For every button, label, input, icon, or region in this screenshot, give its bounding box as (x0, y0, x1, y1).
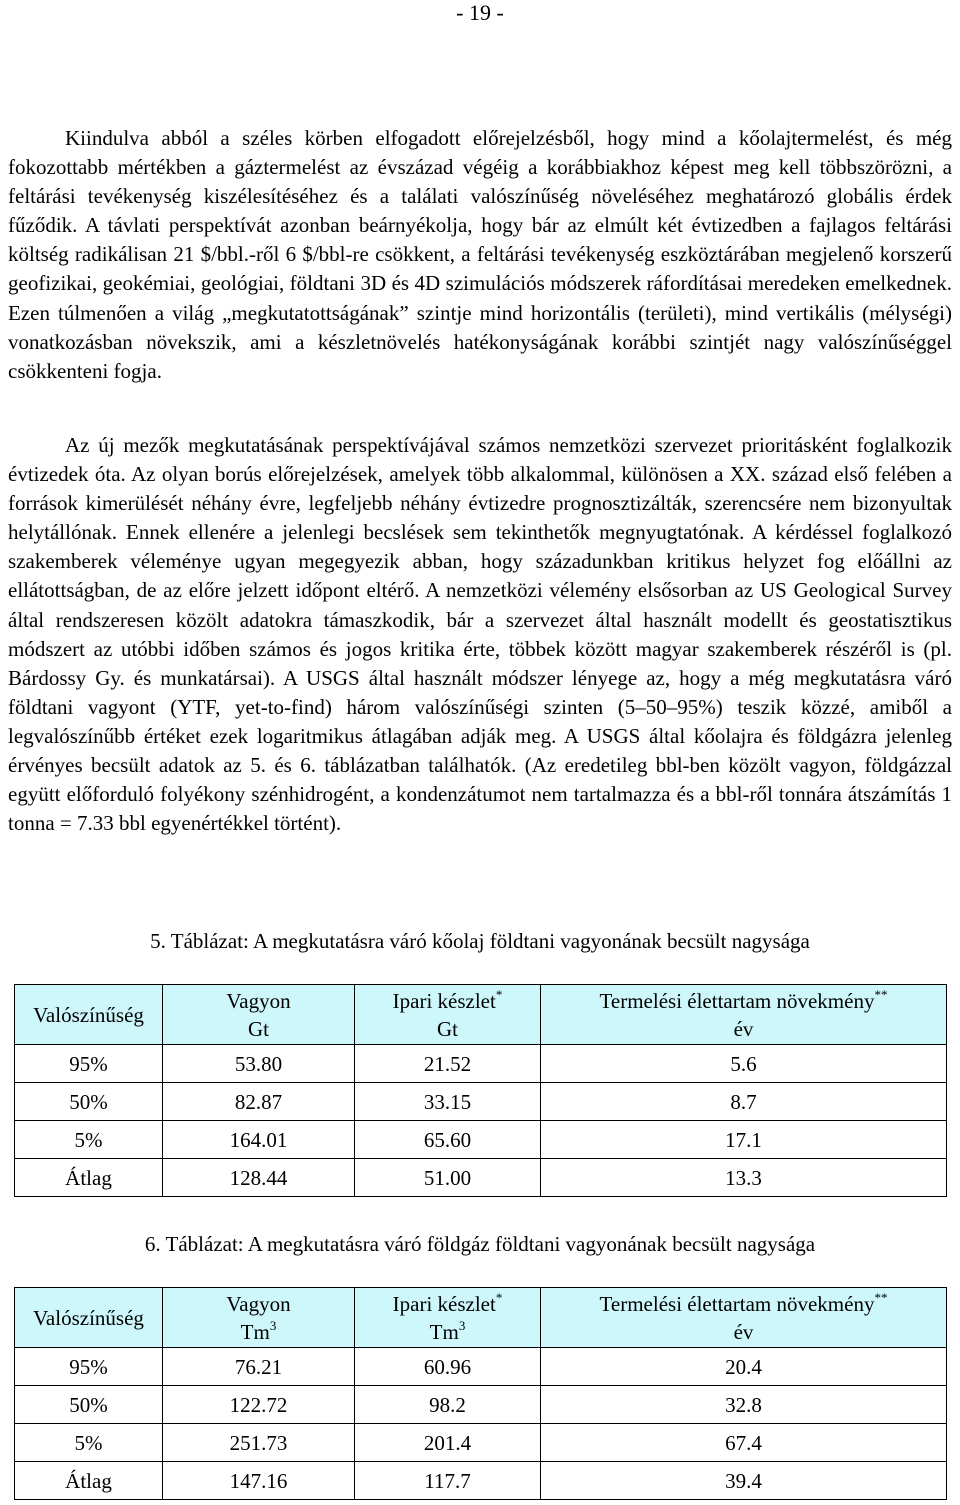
header-probability: Valószínűség (15, 1288, 163, 1348)
table-cell: Átlag (15, 1462, 163, 1500)
table-row (15, 1424, 947, 1462)
table-cell: 50% (15, 1083, 163, 1121)
table-cell: Átlag (15, 1159, 163, 1197)
header-industrial-reserve: Ipari készlet* Tm$^3$ (355, 1288, 541, 1348)
table-cell: 76.21 (163, 1348, 355, 1386)
table-cell: 39.4 (541, 1462, 947, 1500)
page-number: - 19 - (456, 0, 504, 25)
table-cell: 201.4 (355, 1424, 541, 1462)
table-cell: 95% (15, 1045, 163, 1083)
table-cell: 251.73 (163, 1424, 355, 1462)
table-cell: 117.7 (355, 1462, 541, 1500)
header-resource: Vagyon Gt (163, 985, 355, 1045)
table-cell: 95% (15, 1348, 163, 1386)
table-header-row (15, 985, 947, 1045)
table-cell: 21.52 (355, 1045, 541, 1083)
table-row (15, 1159, 947, 1197)
table-cell: 8.7 (541, 1083, 947, 1121)
table-row (15, 1045, 947, 1083)
paragraph-2: Az új mezők megkutatásának perspektívájával számos nemzetközi szervezet prioritásként foglalkozik évtizedek óta. Az olyan borús előrejelzések, amelyek több alkalommal, különösen a XX. század első felében a források kimerülését néhány évre, legfeljebb néhány évtizedre prognosztizálták, szerencsére nem bizonyultak helytállónak. Ennek ellenére a jelenlegi becslések sem tekinthetők megnyugtatónak. A kérdéssel foglalkozó szakemberek véleménye ugyan megegyezik abban, hogy századunkban kritikus helyzet fog előállni az ellátottságban, de az előre jelzett időpont eltérő. A nemzetközi vélemény elsősorban az US Geological Survey által rendszeresen közölt adatokra támaszkodik, bár a szervezet által használt modellt és geostatisztikus módszert az utóbbi időben számos és jogos kritika érte, többek között magyar szakemberek részéről is (pl. Bárdossy Gy. és munkatársai). A USGS által használt módszer lényege az, hogy a még megkutatásra váró földtani vagyont (YTF, yet-to-find) három valószínűségi szinten (5–50–95%) teszik közzé, amiből a legvalószínűbb értéket ezek logaritmikus átlagában adják meg. A USGS által kőolajra és földgázra jelenleg érvényes becsült adatok az 5. és 6. táblázatban találhatók. (Az eredetileg bbl-ben közölt vagyon, földgázzal együtt előforduló folyékony szénhidrogént, a kondenzátumot nem tartalmazza és a bbl-ről tonnára átszámítás 1 tonna = 7.33 bbl egyenértékkel történt). (8, 433, 952, 836)
table-cell: 60.96 (355, 1348, 541, 1386)
header-production-lifetime: Termelési élettartam növekmény** év (541, 985, 947, 1045)
table-cell: 65.60 (355, 1121, 541, 1159)
footnote-marker: ** (874, 1289, 888, 1305)
table-cell: 5% (15, 1424, 163, 1462)
table-header-row (15, 1288, 947, 1348)
header-production-lifetime: Termelési élettartam növekmény** év (541, 1288, 947, 1348)
table-row (15, 1386, 947, 1424)
table-cell: 82.87 (163, 1083, 355, 1121)
table-cell: 53.80 (163, 1045, 355, 1083)
table-6-gas-reserves (14, 1287, 947, 1500)
table-cell: 50% (15, 1386, 163, 1424)
table-cell: 147.16 (163, 1462, 355, 1500)
table-cell: 122.72 (163, 1386, 355, 1424)
header-resource: Vagyon Tm$^3$ (163, 1288, 355, 1348)
table-cell: 128.44 (163, 1159, 355, 1197)
table-row (15, 1348, 947, 1386)
table-cell: 20.4 (541, 1348, 947, 1386)
table-6-caption: 6. Táblázat: A megkutatásra váró földgáz földtani vagyonának becsült nagysága (144, 1232, 816, 1256)
table-cell: 5% (15, 1121, 163, 1159)
unit-exponent: 3 (269, 1317, 277, 1333)
table-cell: 67.4 (541, 1424, 947, 1462)
table-row (15, 1083, 947, 1121)
table-cell: 51.00 (355, 1159, 541, 1197)
table-row (15, 1121, 947, 1159)
table-5-oil-reserves (14, 984, 947, 1197)
table-row (15, 1462, 947, 1500)
table-cell: 98.2 (355, 1386, 541, 1424)
table-cell: 32.8 (541, 1386, 947, 1424)
table-cell: 13.3 (541, 1159, 947, 1197)
unit-exponent: 3 (458, 1317, 466, 1333)
header-industrial-reserve: Ipari készlet* Gt (355, 985, 541, 1045)
header-probability: Valószínűség (15, 985, 163, 1045)
table-5-caption: 5. Táblázat: A megkutatásra váró kőolaj földtani vagyonának becsült nagysága (150, 929, 810, 953)
footnote-marker: ** (874, 986, 888, 1002)
footnote-marker: * (495, 986, 503, 1002)
paragraph-1: Kiindulva abból a széles körben elfogadott előrejelzésből, hogy mind a kőolajtermelést, és még fokozottabb mértékben a gáztermelést az évszázad végéig a korábbiakhoz képest meg kell többszörözni, a feltárási tevékenység kiszélesítéséhez és a találati valószínűség növeléséhez meghatározó globális érdek fűződik. A távlati perspektívát azonban beárnyékolja, hogy bár az elmúlt két évtizedben a fajlagos feltárási költség radikálisan 21 $/bbl.-ről 6 $/bbl-re csökkent, a feltárási tevékenység eszköztárában megjelenő korszerű geofizikai, geokémiai, geológiai, földtani 3D és 4D szimulációs módszerek ráfordításai meredeken emelkednek. Ezen túlmenően a világ „megkutatottságának” szintje mind horizontális (területi), mind vertikális (mélységi) vonatkozásban növekszik, ami a készletnövelés hatékonyságának korábbi szintjét nagy valószínűséggel csökkenteni fogja. (8, 126, 952, 383)
table-cell: 164.01 (163, 1121, 355, 1159)
table-cell: 33.15 (355, 1083, 541, 1121)
table-cell: 5.6 (541, 1045, 947, 1083)
table-cell: 17.1 (541, 1121, 947, 1159)
footnote-marker: * (495, 1289, 503, 1305)
